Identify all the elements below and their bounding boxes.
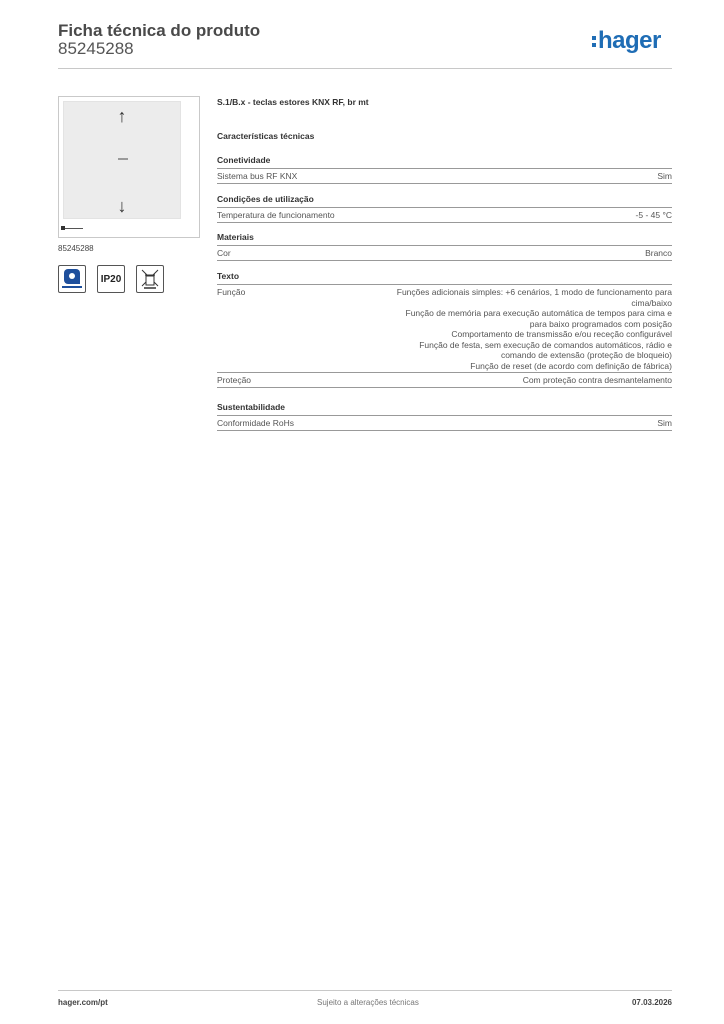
spec-row [217,416,672,431]
spec-label: Sistema bus RF KNX [217,171,298,181]
spec-value: Sim [657,418,672,428]
spec-label: Temperatura de funcionamento [217,210,335,220]
value-line: para baixo programados com posição [529,318,672,329]
product-title: S.1/B.x - teclas estores KNX RF, br mt [217,97,369,107]
section-title: Sustentabilidade [217,402,672,416]
section-sustainability [217,402,672,431]
weee-bin-icon [136,265,164,293]
spec-row [217,285,672,373]
spec-value: Sim [657,171,672,181]
up-arrow-icon: ↑ [117,106,127,126]
section-title: Condições de utilização [217,194,672,208]
spec-label: Função [217,287,246,297]
spec-row [217,246,672,261]
value-line: Funções adicionais simples: +6 cenários, 1 modo de funcionamento para [396,287,672,297]
side-view-icon [61,226,83,230]
section-title: Materiais [217,232,672,246]
spec-label: Conformidade RoHs [217,418,295,428]
value-line: Função de reset (de acordo com definição de fábrica) [470,360,672,371]
ip20-badge [97,265,125,293]
value-line: Comportamento de transmissão e/ou receção configurável [451,329,672,339]
footer-notice: Sujeito a alterações técnicas [317,998,419,1007]
footer-divider [58,990,672,991]
spec-label: Proteção [217,375,252,385]
spec-value: Com proteção contra desmantelamento [522,375,672,385]
spec-label: Cor [217,248,231,258]
spec-row [217,169,672,184]
section-title: Texto [217,271,672,285]
logo-dots-icon [592,36,596,47]
header-divider [58,68,672,69]
footer-date: 07.03.2026 [631,998,672,1007]
spec-row [217,373,672,388]
quality-mark-icon [58,265,86,293]
spec-value [352,287,672,371]
spec-value: -5 - 45 °C [635,210,672,220]
product-image [58,96,200,238]
section-heading: Características técnicas [217,131,315,141]
value-line: Função de festa, sem execução de comandos automáticos, rádio e [419,339,672,350]
switch-rocker [63,101,181,219]
hager-logo [592,27,661,55]
section-materials [217,232,672,261]
ip-rating-label: IP20 [100,274,122,285]
center-dash-icon [118,158,128,160]
section-text [217,271,672,388]
value-line: cima/baixo [631,297,672,308]
section-conditions [217,194,672,223]
image-caption: 85245288 [58,244,94,253]
page-title: Ficha técnica do produto [58,21,261,40]
section-title: Conetividade [217,155,672,169]
product-code: 85245288 [58,39,134,58]
spec-value: Branco [645,248,672,258]
logo-wordmark: hager [598,27,661,54]
spec-row [217,208,672,223]
value-line: comando de extensão (proteção de bloqueio) [500,350,672,360]
section-connectivity [217,155,672,184]
footer-website-link[interactable]: hager.com/pt [58,998,108,1007]
value-line: Função de memória para execução automática de tempos para cima e [405,308,672,318]
down-arrow-icon: ↓ [117,196,127,216]
